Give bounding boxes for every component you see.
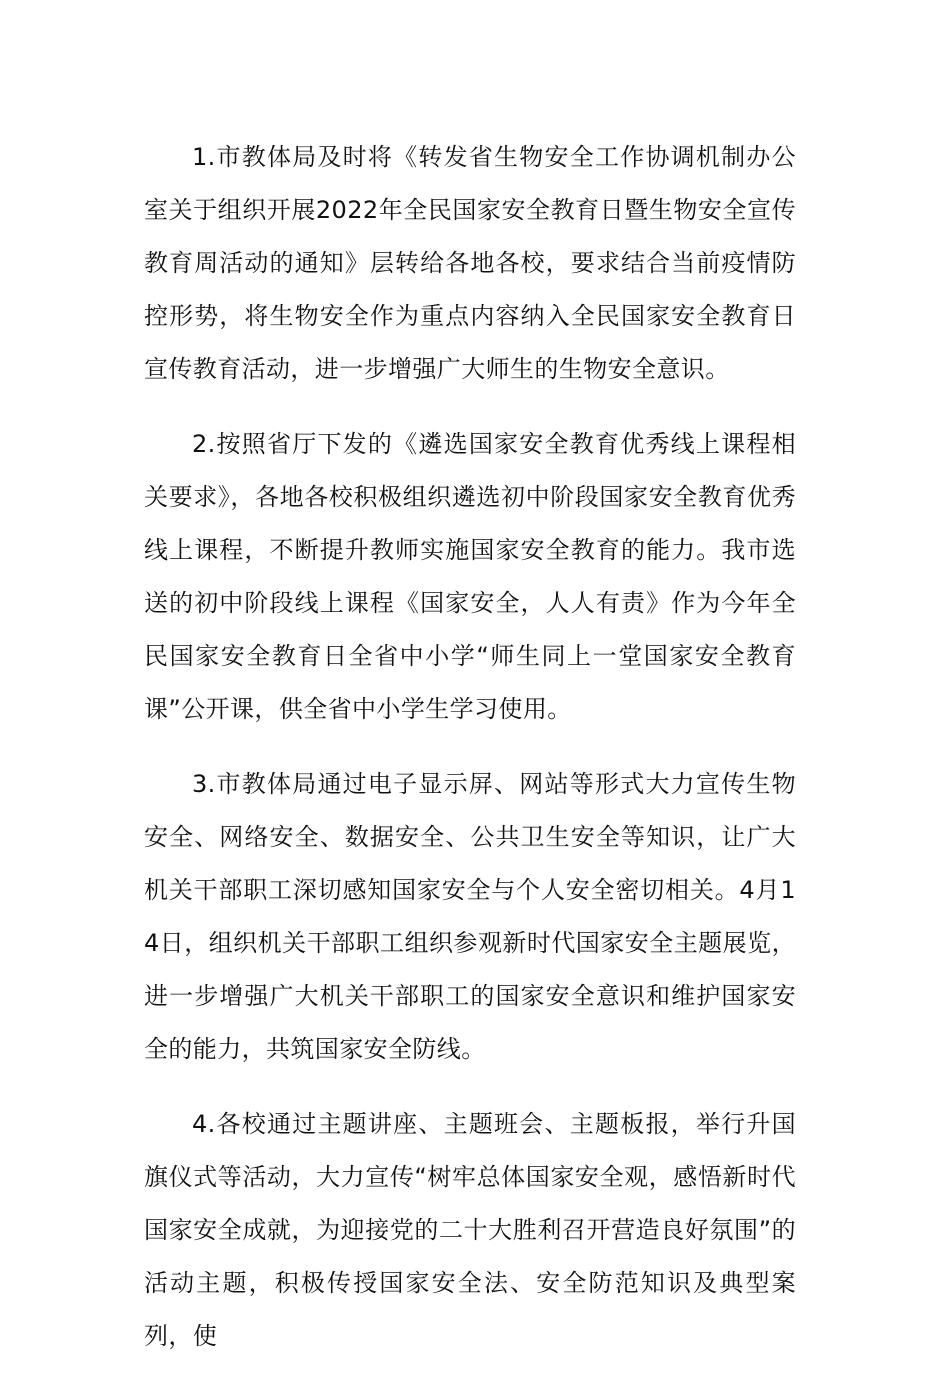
paragraph-1: 1.市教体局及时将《转发省生物安全工作协调机制办公室关于组织开展2022年全民国家安全教育日暨生物安全宣传教育周活动的通知》层转给各地各校，要求结合当前疫情防控形势，将生物安全作为重点内容纳入全民国家安全教育日宣传教育活动，进一步增强广大师生的生物安全意识。 — [144, 143, 796, 383]
paragraph-2: 2.按照省厅下发的《遴选国家安全教育优秀线上课程相关要求》，各地各校积极组织遴选初中阶段国家安全教育优秀线上课程，不断提升教师实施国家安全教育的能力。我市选送的初中阶段线上课程《国家安全，人人有责》作为今年全民国家安全教育日全省中小学“师生同上一堂国家安全教育课”公开课，供全省中小学生学习使用。 — [144, 430, 796, 723]
document-body — [144, 131, 796, 1385]
paragraph-3: 3.市教体局通过电子显示屏、网站等形式大力宣传生物安全、网络安全、数据安全、公共卫生安全等知识，让广大机关干部职工深切感知国家安全与个人安全密切相关。4月14日，组织机关干部职工组织参观新时代国家安全主题展览，进一步增强广大机关干部职工的国家安全意识和维护国家安全的能力，共筑国家安全防线。 — [144, 770, 796, 1063]
paragraph-4: 4.各校通过主题讲座、主题班会、主题板报，举行升国旗仪式等活动，大力宣传“树牢总体国家安全观，感悟新时代国家安全成就，为迎接党的二十大胜利召开营造良好氛围”的活动主题，积极传授国家安全法、安全防范知识及典型案列，使 — [144, 1110, 796, 1350]
